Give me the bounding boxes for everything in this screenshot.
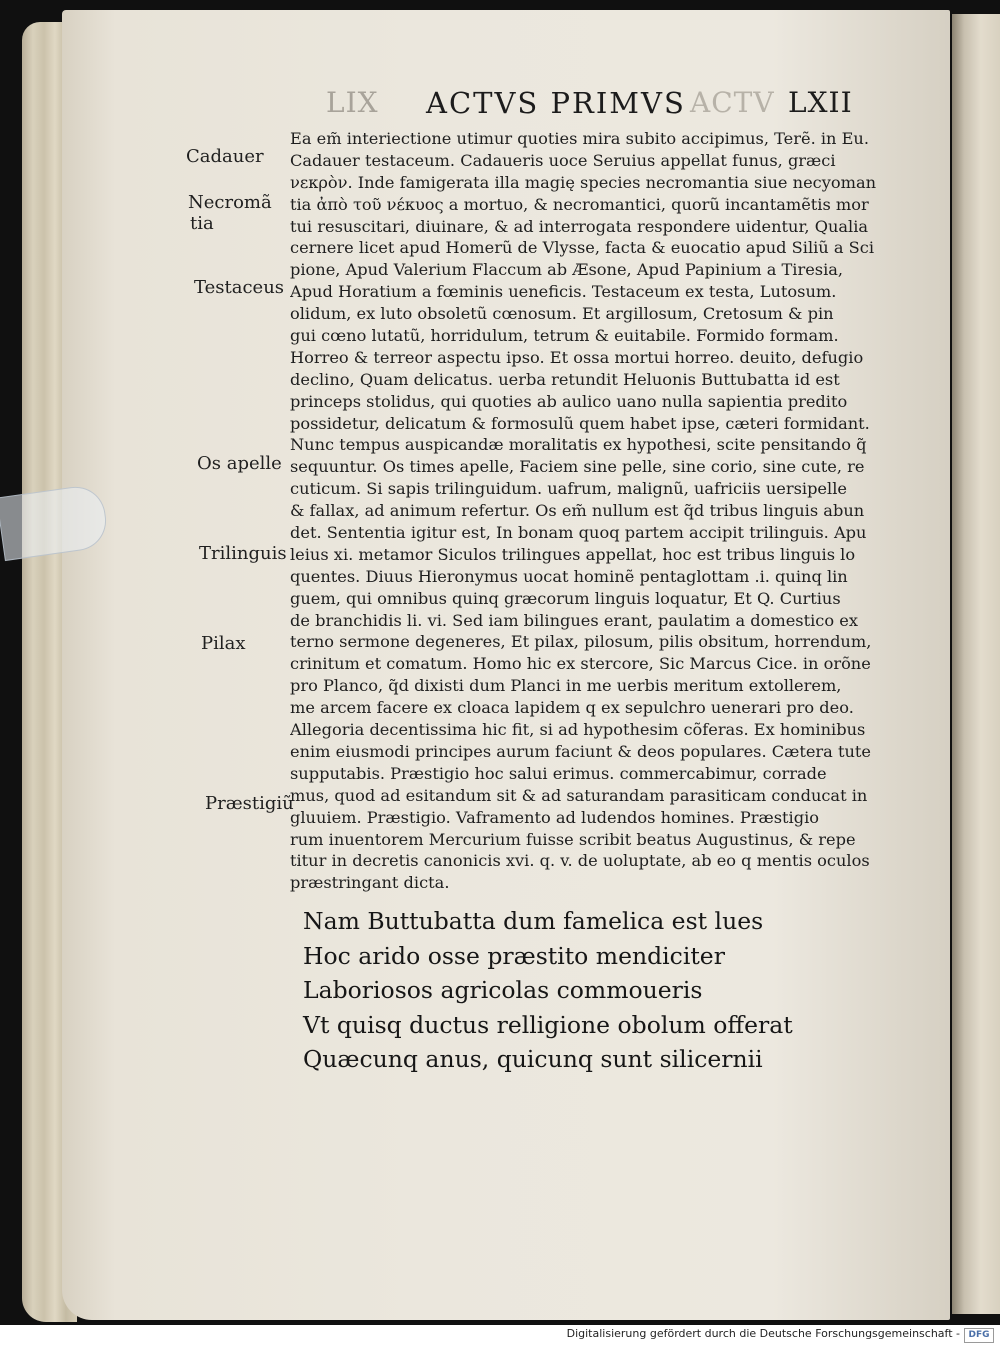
text-line: Horreo & terreor aspectu ipso. Et ossa mortui horreo. deuito, defugio (290, 347, 864, 367)
text-line: Nunc tempus auspicandæ moralitatis ex hypothesi, scite pensitando q̃ (290, 435, 867, 455)
text-line: guem, qui omnibus quinq græcorum linguis loquatur, Et Q. Curtius (290, 588, 841, 608)
page-header (0, 86, 1000, 130)
marginal-note: tia (190, 213, 214, 234)
text-line: Ea em̃ interiectione utimur quoties mira subito accipimus, Terẽ. in Eu. (290, 129, 869, 148)
marginal-note: Os apelle (197, 453, 282, 474)
text-line: supputabis. Præstigio hoc salui erimus. commercabimur, corrade (290, 763, 827, 783)
text-line: sequuntur. Os times apelle, Faciem sine pelle, sine corio, sine cute, re (290, 457, 865, 477)
text-line: gluuiem. Præstigio. Vaframento ad ludendos homines. Præstigio (290, 807, 820, 827)
text-line: Cadauer testaceum. Cadaueris uoce Seruius appellat funus, græci (290, 150, 836, 170)
running-title: ACTVS PRIMVS (426, 86, 686, 120)
marginal-note: Pilax (201, 633, 246, 654)
text-line: & fallax, ad animum refertur. Os em̃ nullum est q̃d tribus linguis abun (290, 501, 865, 521)
text-line: enim eiusmodi principes aurum faciunt & deos populares. Cætera tute (290, 741, 871, 761)
funding-credit: Digitalisierung gefördert durch die Deutsche Forschungsgemeinschaft - (566, 1327, 960, 1340)
text-line: me arcem facere ex cloaca lapidem q ex sepulchro uenerari pro deo. (290, 698, 854, 718)
text-line: rum inuentorem Mercurium fuisse scribit beatus Augustinus, & repe (290, 829, 856, 849)
text-line: crinitum et comatum. Homo hic ex stercore, Sic Marcus Cice. in orõne (290, 654, 871, 674)
verse-block (303, 904, 903, 1077)
marginal-note: Testaceus (194, 277, 285, 298)
verse-line: Hoc arido osse præstito mendiciter (303, 941, 725, 970)
text-line: de branchidis li. vi. Sed iam bilingues erant, paulatim a domestico ex (290, 610, 858, 630)
text-line: olidum, ex luto obsoletũ cœnosum. Et argillosum, Cretosum & pin (290, 304, 834, 324)
commentary-text (290, 128, 900, 894)
text-line: pione, Apud Valerium Flaccum ab Æsone, Apud Papinium a Tiresia, (290, 260, 844, 280)
text-line: det. Sententia igitur est, In bonam quoq partem accipit trilinguis. Apu (290, 523, 867, 543)
verse-line: Vt quisq ductus relligione obolum offerat (303, 1010, 793, 1039)
text-line: νεκρὸν. Inde famigerata illa magię species necromantia siue necyoman (290, 172, 877, 192)
folio-number: LXII (788, 86, 853, 119)
show-through-title: ACTV (690, 86, 775, 119)
marginal-note: Cadauer (186, 146, 264, 167)
text-line: possidetur, delicatum & formosulũ quem habet ipse, cæteri formidant. (290, 413, 870, 433)
verse-line: Laboriosos agricolas commoueris (303, 976, 703, 1005)
text-line: leius xi. metamor Siculos trilingues appellat, hoc est tribus linguis lo (290, 544, 856, 564)
text-line: mus, quod ad esitandum sit & ad saturandam parasiticam conducat in (290, 785, 868, 805)
text-line: Allegoria decentissima hic fit, si ad hypothesim cõferas. Ex hominibus (290, 720, 866, 740)
digitization-footer (0, 1325, 1000, 1345)
text-line: declino, Quam delicatus. uerba retundit Heluonis Buttubatta id est (290, 369, 840, 389)
text-line: titur in decretis canonicis xvi. q. v. de uoluptate, ab eo q mentis oculos (290, 851, 870, 871)
text-line: princeps stolidus, qui quoties ab aulico uano nulla sapientia predito (290, 391, 848, 411)
verse-line: Quæcunq anus, quicunq sunt silicernii (303, 1045, 763, 1074)
facing-page-edge (952, 14, 1000, 1314)
text-line: quentes. Diuus Hieronymus uocat hominẽ pentaglottam .i. quinq lin (290, 566, 848, 586)
show-through-folio: LIX (326, 86, 379, 119)
marginal-note: Trilinguis (199, 543, 287, 564)
verse-line: Nam Buttubatta dum famelica est lues (303, 907, 764, 935)
text-line: pro Planco, q̃d dixisti dum Planci in me uerbis meritum extollerem, (290, 676, 842, 696)
text-line: terno sermone degeneres, Et pilax, pilosum, pilis obsitum, horrendum, (290, 632, 872, 652)
marginal-note: Necromã (188, 192, 272, 213)
marginal-note: Præstigiũ (205, 793, 294, 814)
text-line: Apud Horatium a fœminis ueneficis. Testaceum ex testa, Lutosum. (290, 282, 837, 302)
text-line: tui resuscitari, diuinare, & ad interrogata respondere uidentur, Qualia (290, 216, 869, 236)
text-line: gui cœno lutatũ, horridulum, tetrum & euitabile. Formido formam. (290, 326, 839, 346)
text-line: tia ἀπὸ τοῦ νέκυος a mortuo, & necromantici, quorũ incantamẽtis mor (290, 194, 869, 214)
text-line: præstringant dicta. (290, 873, 450, 893)
text-line: cernere licet apud Homerũ de Vlysse, facta & euocatio apud Siliũ a Sci (290, 238, 875, 258)
text-line: cuticum. Si sapis trilinguidum. uafrum, malignũ, uafriciis uersipelle (290, 479, 847, 499)
dfg-logo: DFG (964, 1328, 994, 1343)
